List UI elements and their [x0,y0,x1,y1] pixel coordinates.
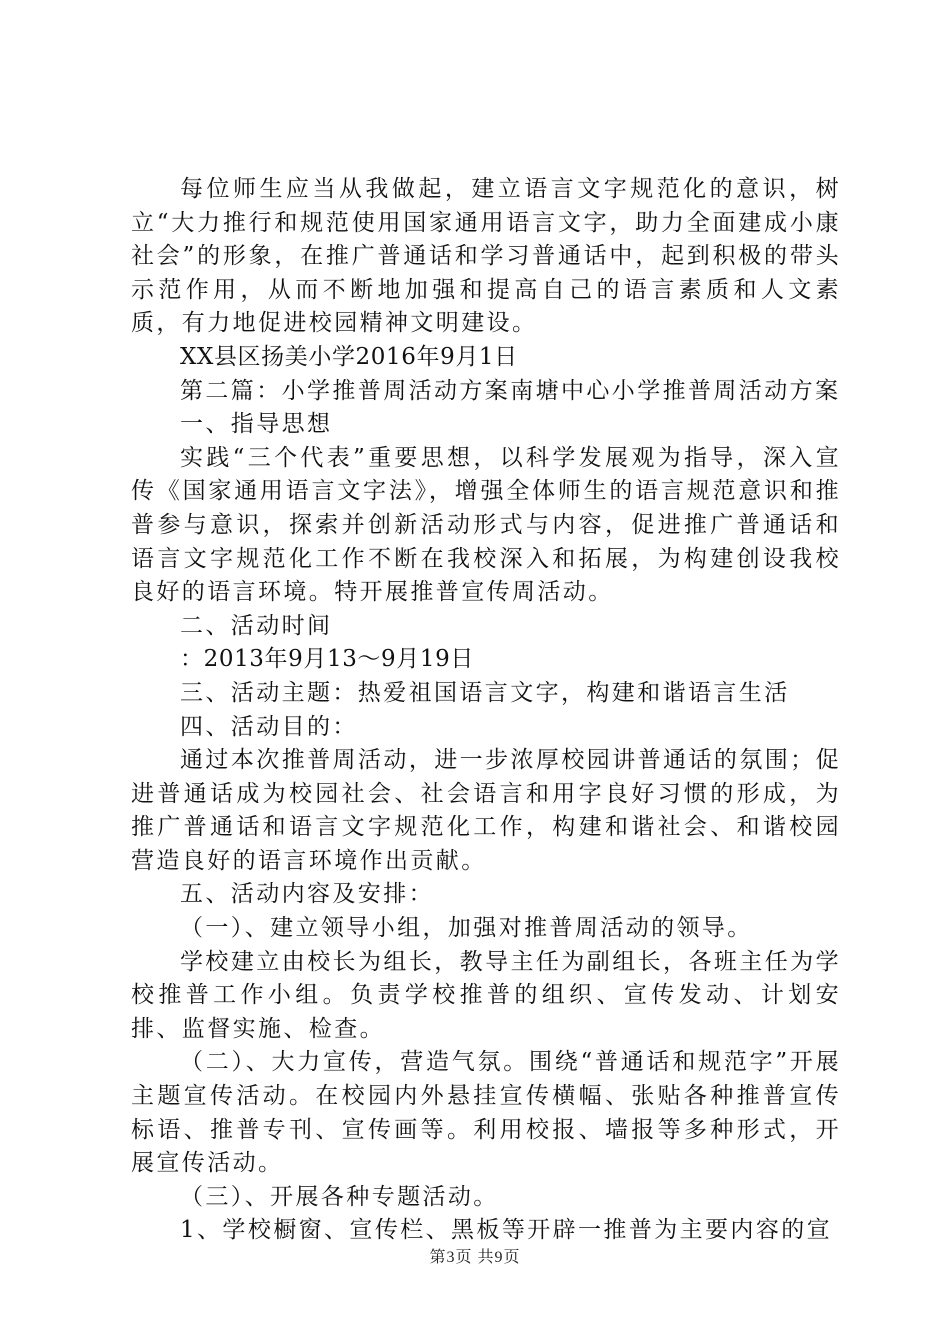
page-number-footer: 第3页 共9页 [429,1249,521,1266]
paragraph-publicity: （二）、大力宣传，营造气氛。围绕“普通话和规范字”开展主题宣传活动。在校园内外悬挂宣传横幅、张贴各种推普宣传标语、推普专刊、宣传画等。利用校报、墙报等多种形式，开展宣传活动。 [131,1049,841,1177]
heading-activity-time: 二、活动时间 [180,612,333,639]
paragraph-leadership-group: 学校建立由校长为组长，教导主任为副组长，各班主任为学校推普工作小组。负责学校推普的组织、宣传发动、计划安排、监督实施、检查。 [131,948,841,1042]
paragraph-school-signature-date: XX县区扬美小学2016年9月1日 [180,343,518,370]
document-body [131,173,841,1248]
paragraph-teacher-student-responsibility: 每位师生应当从我做起，建立语言文字规范化的意识，树立“大力推行和规范使用国家通用语言文字，助力全面建成小康社会”的形象，在推广普通话和学习普通话中，起到积极的带头示范作用，从而不断地加强和提高自己的语言素质和人文素质，有力地促进校园精神文明建设。 [131,176,841,337]
paragraph-bulletin-boards: 1、学校橱窗、宣传栏、黑板等开辟一推普为主要内容的宣 [180,1217,833,1244]
heading-activity-content: 五、活动内容及安排： [180,881,434,908]
heading-guiding-ideology: 一、指导思想 [180,411,333,438]
paragraph-guiding-ideology: 实践“三个代表”重要思想，以科学发展观为指导，深入宣传《国家通用语言文字法》，增强全体师生的语言规范意识和推普参与意识，探索并创新活动形式与内容，促进推广普通话和语言文字规范化工作不断在我校深入和拓展，为构建创设我校良好的语言环境。特开展推普宣传周活动。 [131,444,841,606]
heading-activity-theme: 三、活动主题：热爱祖国语言文字，构建和谐语言生活 [180,679,790,706]
subheading-leadership-group: （一）、建立领导小组，加强对推普周活动的领导。 [180,915,753,942]
paragraph-activity-purpose: 通过本次推普周活动，进一步浓厚校园讲普通话的氛围；促进普通话成为校园社会、社会语言和用字良好习惯的形成，为推广普通话和语言文字规范化工作，构建和谐社会、和谐校园营造良好的语言环境作出贡献。 [131,747,841,874]
paragraph-activity-time: ：2013年9月13～9月19日 [180,646,474,673]
paragraph-section-two-title: 第二篇：小学推普周活动方案南塘中心小学推普周活动方案 [180,377,841,404]
heading-activity-purpose: 四、活动目的： [180,713,358,740]
subheading-special-activities: （三）、开展各种专题活动。 [180,1183,499,1210]
